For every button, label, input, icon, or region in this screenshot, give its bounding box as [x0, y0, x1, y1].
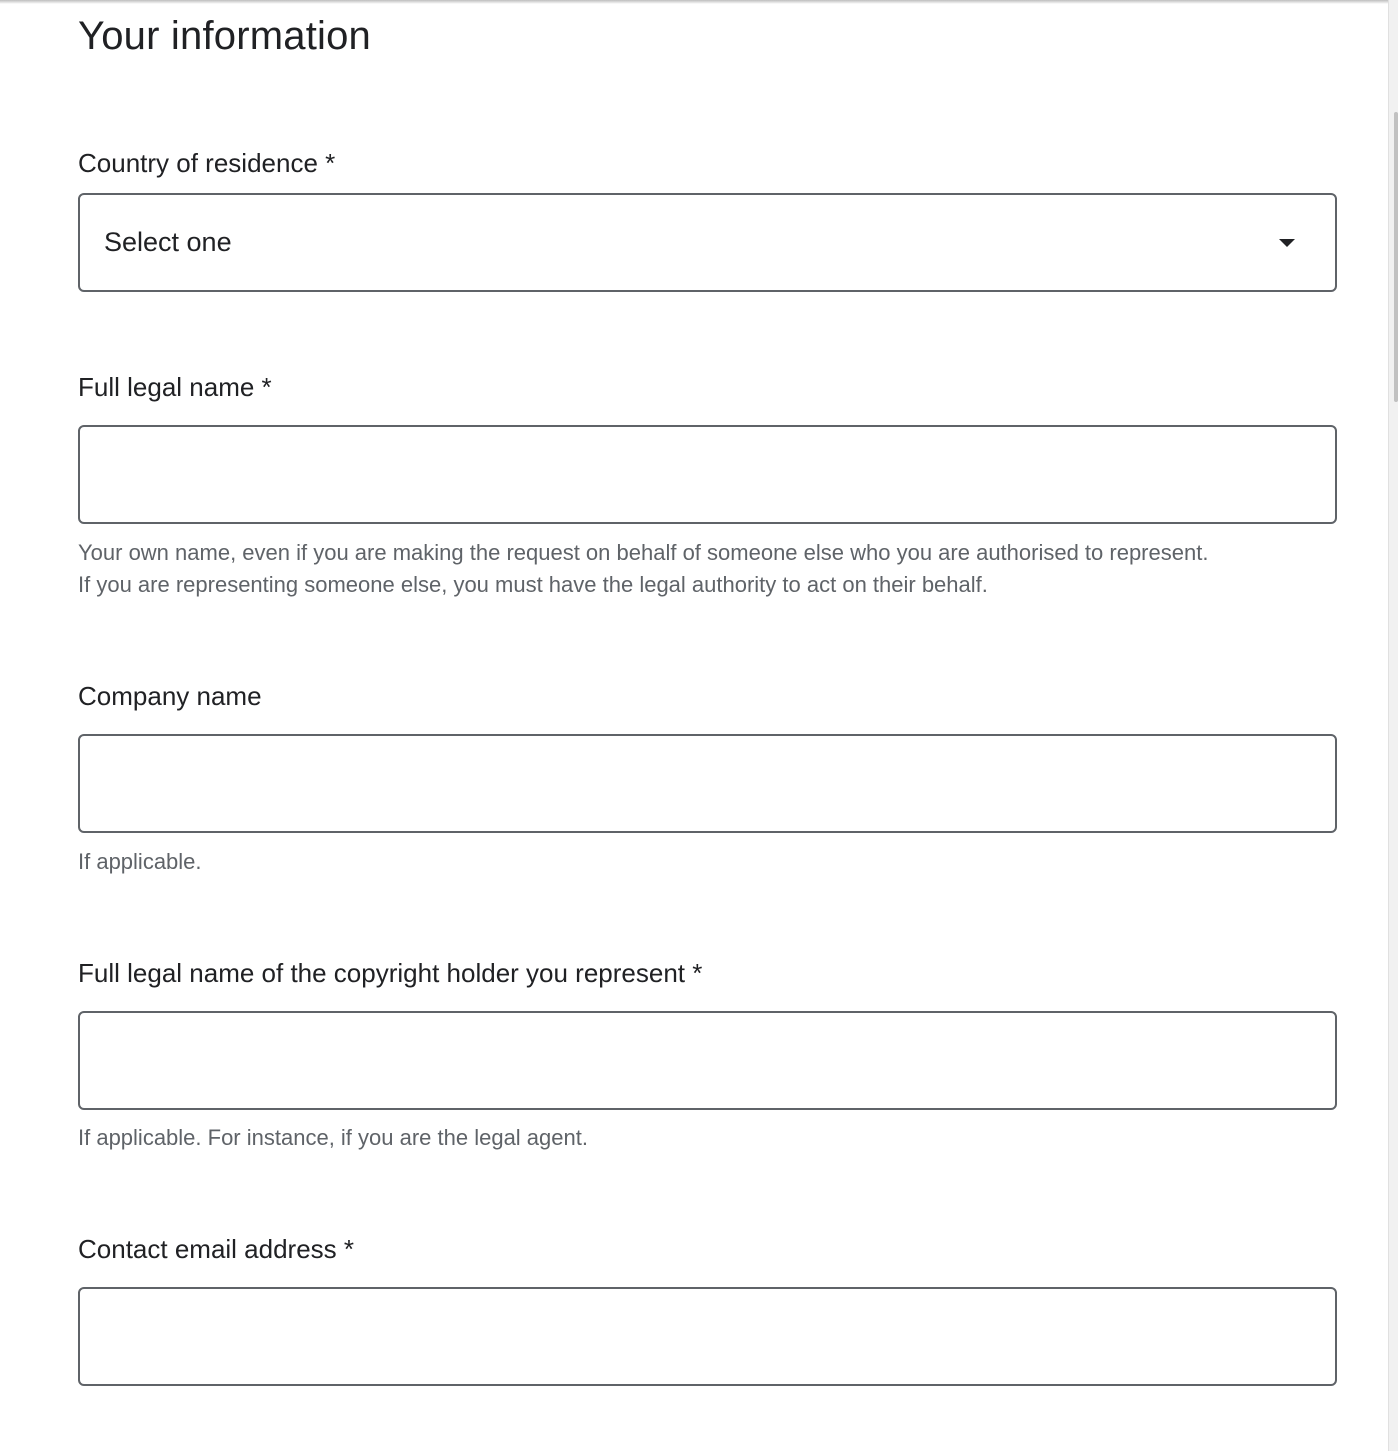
- company-label: Company name: [78, 681, 262, 711]
- copyright-holder-field: [78, 956, 1337, 990]
- full-name-help-line-1: Your own name, even if you are making the request on behalf of someone else who you are authorised to represent.: [78, 540, 1209, 565]
- full-name-help-line-2: If you are representing someone else, you must have the legal authority to act on their behalf.: [78, 572, 988, 597]
- country-label: Country of residence *: [78, 148, 336, 178]
- copyright-holder-box[interactable]: [78, 1011, 1337, 1110]
- full-name-input[interactable]: [80, 427, 1335, 522]
- email-label: Contact email address *: [78, 1234, 355, 1264]
- copyright-holder-help: If applicable. For instance, if you are the legal agent.: [78, 1125, 588, 1150]
- scrollbar-track[interactable]: [1388, 0, 1398, 1451]
- email-box[interactable]: [78, 1287, 1337, 1386]
- page-title: Your information: [78, 14, 372, 58]
- copyright-holder-label: Full legal name of the copyright holder you represent *: [78, 958, 703, 988]
- scrollbar-thumb[interactable]: [1394, 112, 1398, 402]
- copyright-holder-input[interactable]: [80, 1013, 1335, 1108]
- full-name-field: [78, 370, 1337, 404]
- company-field: [78, 679, 1337, 713]
- email-input[interactable]: [80, 1289, 1335, 1384]
- country-field: [78, 146, 1337, 180]
- email-field: [78, 1232, 1337, 1266]
- full-name-box[interactable]: [78, 425, 1337, 524]
- company-input[interactable]: [80, 736, 1335, 831]
- chevron-down-icon: [1279, 239, 1295, 247]
- country-select-value: Select one: [104, 227, 232, 257]
- company-box[interactable]: [78, 734, 1337, 833]
- top-shadow: [0, 0, 1388, 4]
- company-help: If applicable.: [78, 849, 202, 874]
- full-name-label: Full legal name *: [78, 372, 272, 402]
- country-select[interactable]: [78, 193, 1337, 292]
